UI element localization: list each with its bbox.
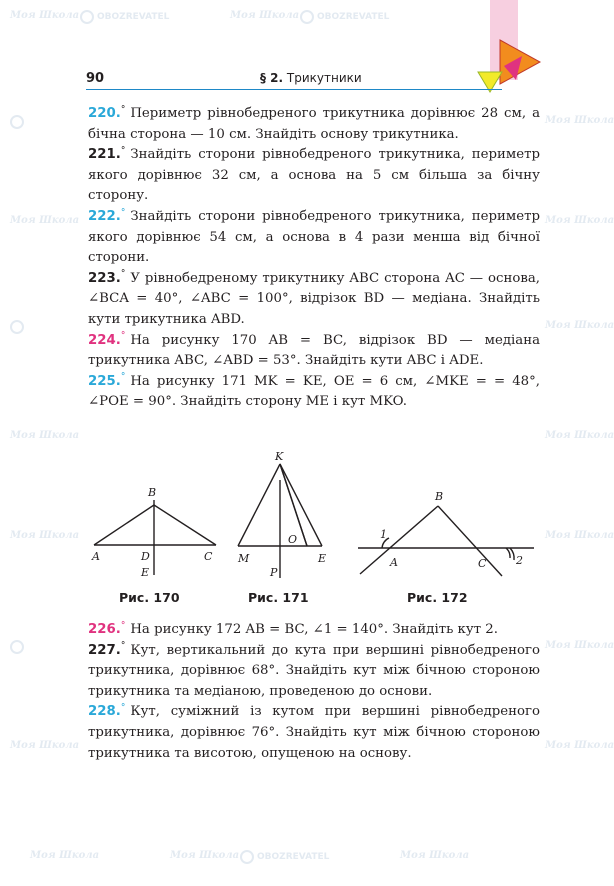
problem-221: 221.° Знайдіть сторони рівнобедреного трикутника, периметр якого дорівнює 32 см, а основа на 5 см більша за бічну сторону. — [88, 145, 540, 204]
figure-171 — [238, 464, 322, 578]
fig171-label-e: E — [318, 552, 327, 565]
problem-222: 222.° Знайдіть сторони рівнобедреного трикутника, периметр якого дорівнює 54 см, а основа в 4 рази менша від бічної сторони. — [88, 207, 540, 266]
watermark — [10, 640, 24, 654]
watermark: Моя Школа — [545, 215, 614, 226]
problems-bottom — [88, 620, 540, 764]
figure-170 — [94, 500, 216, 575]
figure-172 — [358, 506, 534, 576]
page-number: 90 — [86, 71, 105, 86]
problem-226: 226.° На рисунку 172 AB = BC, ∠1 = 140°. Знайдіть кут 2. — [88, 620, 498, 637]
watermark: Моя Школа — [10, 530, 80, 541]
problems-top — [88, 104, 540, 413]
watermark: Моя Школа — [545, 430, 614, 441]
fig170-side-ab — [94, 505, 154, 545]
figures-drawing — [86, 450, 546, 590]
watermark-logo-icon — [10, 640, 24, 654]
figures-row — [86, 450, 546, 615]
problem-220: 220.° Периметр рівнобедреного трикутника дорівнює 28 см, а бічна сторона — 10 см. Знайдіть основу трикутника. — [88, 104, 540, 142]
fig171-side-ke — [280, 464, 322, 546]
fig170-label-b: B — [148, 486, 157, 499]
watermark-logo-icon — [10, 320, 24, 334]
problem-228: 228.° Кут, суміжний із кутом при вершині рівнобедреного трикутника, дорівнює 76°. Знайдіть кут між бічною стороною трикутника та висотою, опущеною на основу. — [88, 702, 540, 761]
watermark: OBOZREVATEL — [240, 850, 329, 864]
watermark: Моя Школа — [170, 850, 240, 861]
watermark: Моя Школа — [10, 215, 80, 226]
watermark: OBOZREVATEL — [300, 10, 389, 24]
fig170-side-bc — [154, 505, 216, 545]
caption-fig-172: Рис. 172 — [407, 590, 468, 605]
caption-fig-171: Рис. 171 — [248, 590, 309, 605]
watermark: Моя Школа — [545, 115, 614, 126]
problem-224: 224.° На рисунку 170 AB = BC, відрізок BD — медіана трикутника ABC, ∠ABD = 53°. Знайдіть кути ABC і ADE. — [88, 331, 540, 369]
fig170-label-c: C — [204, 550, 213, 563]
fig171-label-k: K — [275, 450, 284, 463]
fig172-angle-2-arc — [506, 548, 510, 558]
fig172-label-b: B — [435, 490, 444, 503]
watermark: Моя Школа — [545, 640, 614, 651]
watermark: Моя Школа — [10, 430, 80, 441]
caption-fig-170: Рис. 170 — [119, 590, 180, 605]
watermark: Моя Школа — [30, 850, 100, 861]
fig172-label-2: 2 — [516, 554, 523, 567]
fig172-label-c: C — [478, 557, 487, 570]
problem-227: 227.° Кут, вертикальний до кута при вершині рівнобедреного трикутника, дорівнює 68°. Знайдіть кут між бічною стороною трикутника та медіаною, проведеною до основи. — [88, 641, 540, 699]
watermark-logo-icon — [240, 850, 254, 864]
section-title: § 2. Трикутники — [260, 71, 362, 85]
watermark: Моя Школа — [545, 740, 614, 751]
watermark: Моя Школа — [545, 320, 614, 331]
fig170-label-a: A — [92, 550, 100, 563]
fig170-label-e: E — [141, 566, 150, 579]
fig171-label-m: M — [238, 552, 250, 565]
watermark: OBOZREVATEL — [80, 10, 169, 24]
fig172-label-1: 1 — [380, 528, 387, 541]
header-divider — [86, 89, 502, 90]
fig171-side-mk — [238, 464, 280, 546]
watermark-logo-icon — [80, 10, 94, 24]
problem-223: 223.° У рівнобедреному трикутнику ABC сторона AC — основа, ∠BCA = 40°, ∠ABC = 100°, відрізок BD — медіана. Знайдіть кути трикутника ABD. — [88, 269, 540, 327]
fig170-label-d: D — [141, 550, 150, 563]
fig171-label-o: O — [288, 533, 298, 546]
fig171-label-p: P — [270, 566, 278, 579]
watermark: Моя Школа — [10, 10, 80, 21]
fig172-line-ab — [360, 506, 438, 574]
watermark-logo-icon — [300, 10, 314, 24]
watermark: Моя Школа — [545, 530, 614, 541]
watermark — [10, 320, 24, 334]
fig172-label-a: A — [390, 556, 398, 569]
watermark-logo-icon — [10, 115, 24, 129]
watermark — [10, 115, 24, 129]
watermark: Моя Школа — [400, 850, 470, 861]
fig172-line-bc — [438, 506, 502, 576]
watermark: Моя Школа — [230, 10, 300, 21]
problem-225: 225.° На рисунку 171 MK = KE, OE = 6 см, ∠MKE = = 48°, ∠POE = 90°. Знайдіть сторону ME і кут MKO. — [88, 372, 540, 410]
watermark: Моя Школа — [10, 740, 80, 751]
fig172-angle-2-arc-outer — [510, 548, 514, 560]
